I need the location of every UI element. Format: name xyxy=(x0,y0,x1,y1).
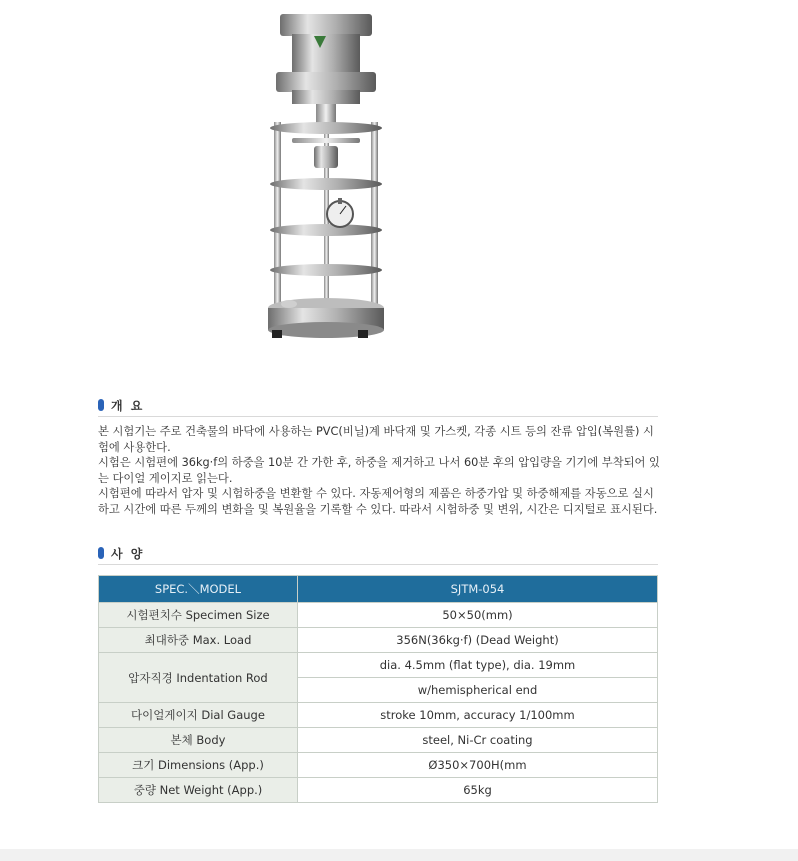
row-label: 본체 Body xyxy=(99,728,298,753)
overview-heading xyxy=(98,396,658,416)
row-value: dia. 4.5mm (flat type), dia. 19mm xyxy=(298,653,658,678)
table-header-row xyxy=(99,576,658,603)
spec-heading-label: 사 양 xyxy=(111,547,145,561)
overview-text xyxy=(98,424,660,517)
row-value: steel, Ni-Cr coating xyxy=(298,728,658,753)
overview-paragraph: 본 시험기는 주로 건축물의 바닥에 사용하는 PVC(비닐)계 바닥재 및 가스켓, 각종 시트 등의 잔류 압입(복원률) 시험에 사용한다. xyxy=(98,425,654,454)
divider xyxy=(98,416,658,417)
model-name-header: SJTM-054 xyxy=(298,576,658,603)
row-value: Ø350×700H(mm xyxy=(298,753,658,778)
spec-heading xyxy=(98,544,658,564)
table-row xyxy=(99,753,658,778)
row-value: 356N(36kg·f) (Dead Weight) xyxy=(298,628,658,653)
spec-model-header: SPEC.＼MODEL xyxy=(99,576,298,603)
row-label: 다이얼게이지 Dial Gauge xyxy=(99,703,298,728)
spec-table xyxy=(98,575,658,803)
table-row xyxy=(99,603,658,628)
table-row xyxy=(99,653,658,678)
table-row xyxy=(99,728,658,753)
row-label: 크기 Dimensions (App.) xyxy=(99,753,298,778)
table-row xyxy=(99,703,658,728)
row-label: 시험편치수 Specimen Size xyxy=(99,603,298,628)
row-value: stroke 10mm, accuracy 1/100mm xyxy=(298,703,658,728)
divider xyxy=(98,564,658,565)
row-value: 65kg xyxy=(298,778,658,803)
row-label: 압자직경 Indentation Rod xyxy=(99,653,298,703)
bullet-icon xyxy=(98,399,104,411)
row-label: 중량 Net Weight (App.) xyxy=(99,778,298,803)
product-photo xyxy=(262,8,392,346)
row-label: 최대하중 Max. Load xyxy=(99,628,298,653)
table-row xyxy=(99,628,658,653)
row-value: w/hemispherical end xyxy=(298,678,658,703)
row-value: 50×50(mm) xyxy=(298,603,658,628)
overview-paragraph: 시험은 시험편에 36kg·f의 하중을 10분 간 가한 후, 하중을 제거하고 나서 60분 후의 압입량을 기기에 부착되어 있는 다이얼 게이지로 읽는다. xyxy=(98,456,660,485)
overview-paragraph: 시험편에 따라서 압자 및 시험하중을 변환할 수 있다. 자동제어형의 제품은 하중가압 및 하중해제를 자동으로 실시하고 시간에 따른 두께의 변화을 및 복원율을 기록할 수 있다. 따라서 시험하중 및 변위, 시간은 디지털로 표시된다. xyxy=(98,487,658,516)
overview-heading-label: 개 요 xyxy=(111,399,145,413)
table-row xyxy=(99,778,658,803)
page-footer-bar xyxy=(0,849,798,861)
bullet-icon xyxy=(98,547,104,559)
